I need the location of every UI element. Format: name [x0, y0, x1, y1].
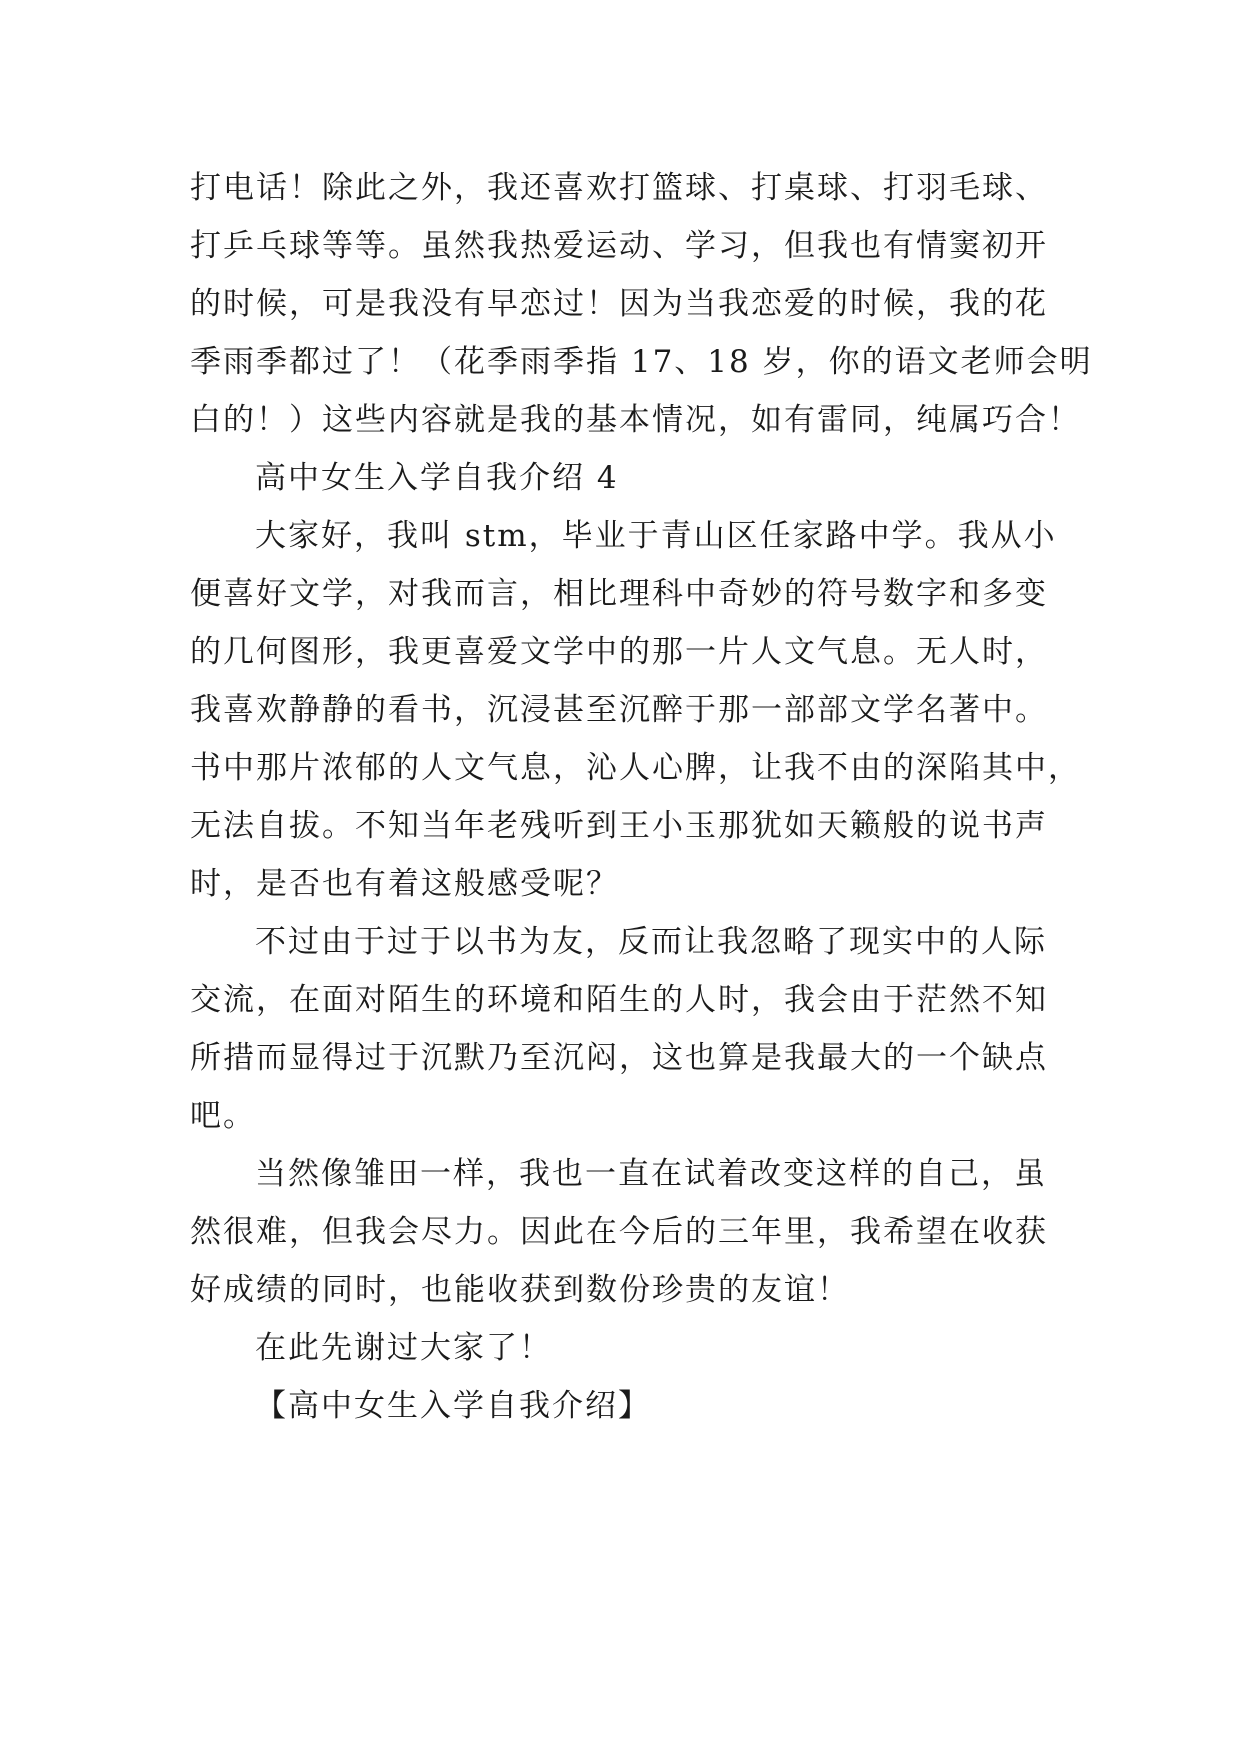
text-line: 便喜好文学，对我而言，相比理科中奇妙的符号数字和多变	[190, 576, 1048, 612]
text-line: 书中那片浓郁的人文气息，沁人心脾，让我不由的深陷其中，	[190, 750, 1081, 786]
text-line: 无法自拔。不知当年老残听到王小玉那犹如天籁般的说书声	[190, 808, 1048, 844]
text-line: 在此先谢过大家了！	[255, 1330, 552, 1366]
text-line: 的时候，可是我没有早恋过！因为当我恋爱的时候，我的花	[190, 286, 1048, 322]
section-footer-title: 【高中女生入学自我介绍】	[255, 1388, 651, 1424]
text-line: 季雨季都过了！（花季雨季指 17、18 岁，你的语文老师会明	[190, 344, 1093, 380]
text-line: 打电话！除此之外，我还喜欢打篮球、打桌球、打羽毛球、	[190, 170, 1048, 206]
text-line: 当然像雏田一样，我也一直在试着改变这样的自己，虽	[255, 1156, 1047, 1192]
text-line: 大家好，我叫 stm，毕业于青山区任家路中学。我从小	[255, 518, 1057, 554]
text-line: 好成绩的同时，也能收获到数份珍贵的友谊！	[190, 1272, 850, 1308]
text-line: 我喜欢静静的看书，沉浸甚至沉醉于那一部部文学名著中。	[190, 692, 1048, 728]
text-line: 白的！）这些内容就是我的基本情况，如有雷同，纯属巧合！	[190, 402, 1081, 438]
text-line: 交流，在面对陌生的环境和陌生的人时，我会由于茫然不知	[190, 982, 1048, 1018]
text-line: 的几何图形，我更喜爱文学中的那一片人文气息。无人时，	[190, 634, 1048, 670]
text-line: 时，是否也有着这般感受呢？	[190, 866, 619, 902]
section-heading: 高中女生入学自我介绍 4	[255, 460, 619, 496]
text-line: 打乒乓球等等。虽然我热爱运动、学习，但我也有情窦初开	[190, 228, 1048, 264]
text-line: 所措而显得过于沉默乃至沉闷，这也算是我最大的一个缺点	[190, 1040, 1048, 1076]
text-line: 不过由于过于以书为友，反而让我忽略了现实中的人际	[255, 924, 1047, 960]
text-line: 吧。	[190, 1098, 256, 1134]
text-line: 然很难，但我会尽力。因此在今后的三年里，我希望在收获	[190, 1214, 1048, 1250]
